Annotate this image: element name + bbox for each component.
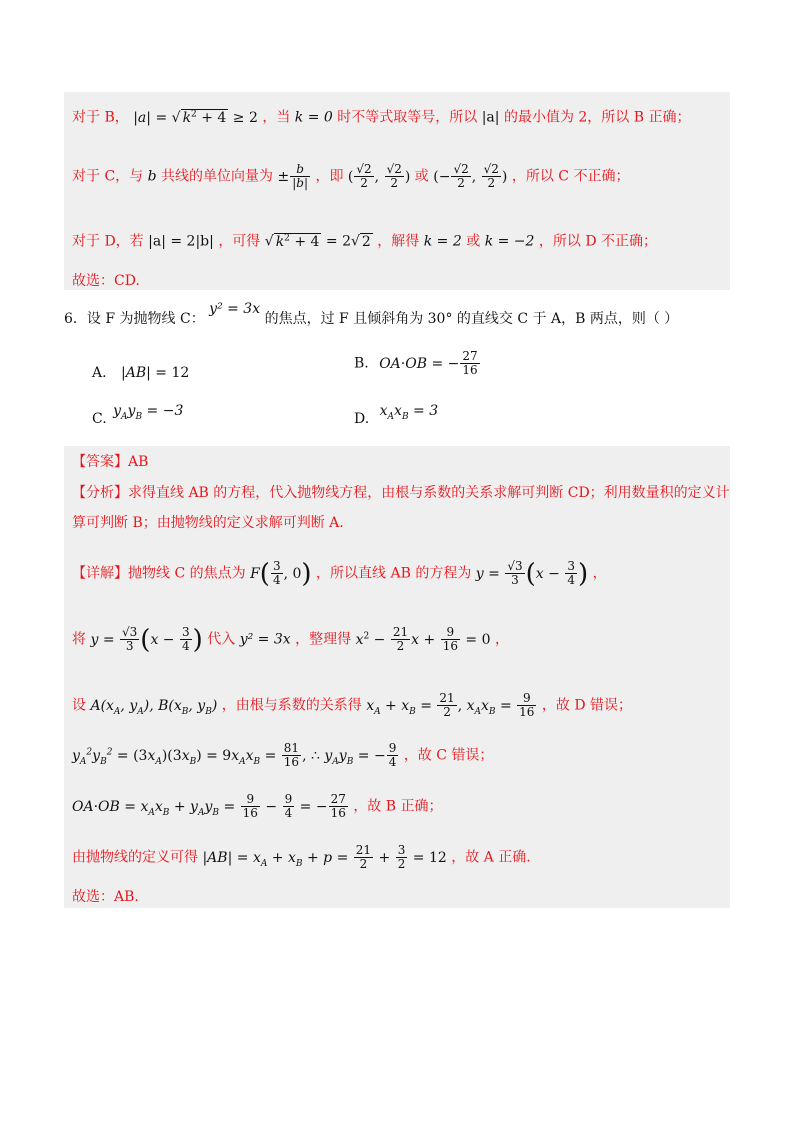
quadratic-expr: $x^2$ − $\frac{21}{2}$ x + $\frac{9}{16}$ = 0 <box>355 625 491 654</box>
analysis-line-1: 【分析】求得直线 AB 的方程，代入抛物线方程，由根与系数的关系求解可判断 CD；利用数量积的定义计 <box>72 485 730 501</box>
points-expr: $A(x_A$, $y_A$), $B(x_B$, $y_B$) <box>90 697 218 717</box>
detail-line-3: 设 $A(x_A$, $y_A$), $B(x_B$, $y_B$) ，由根与系数的关系得 $x_A + x_B$ = $\frac{21}{2}$ , $x_Ax_B$ = $\frac{9}{16}$ ，故 D 错误； <box>72 691 633 720</box>
vieta-expr: $x_A + x_B$ = $\frac{21}{2}$ , $x_Ax_B$ = $\frac{9}{16}$ <box>366 691 535 720</box>
detail-line-6: 由抛物线的定义可得 $|AB| = x_A + x_B + p$ = $\frac{21}{2}$ + $\frac{3}{2}$ = 12 ，故 A 正确. <box>72 843 531 872</box>
detail-line-5: $OA\cdot OB = x_Ax_B + y_Ay_B$ = $\frac{9}{16}$ − $\frac{9}{4}$ = − $\frac{27}{16}$ ，故 B 正确； <box>72 792 443 821</box>
sqrt-equation: √ $k^2 + 4 = 2√$ 2 <box>264 233 371 250</box>
detail-line-4: $y_A^2y_B^2 = (3x_A)(3x_B) = 9x_Ax_B$ = $\frac{81}{16}$ , ∴ $y_Ay_B$ = − $\frac{9}{4}$ ，故 C 错误； <box>72 741 494 770</box>
option-d[interactable]: D. $x_Ax_B = 3$ <box>354 403 439 427</box>
dot-expr: $OA\cdot OB = x_Ax_B + y_Ay_B$ = $\frac{9}{16}$ − $\frac{9}{4}$ = − $\frac{27}{16}$ <box>72 792 346 821</box>
line-eq-substitute: y = $\frac{√3}{3}$ (x − $\frac{3}{4}$ ) <box>90 624 203 655</box>
yprod-expr: $y_A^2y_B^2 = (3x_A)(3x_B) = 9x_Ax_B$ = $\frac{81}{16}$ , ∴ $y_Ay_B$ = − $\frac{9}{4}$ <box>72 741 397 770</box>
detail-line-1: 【详解】抛物线 C 的焦点为 F( $\frac{3}{4}$ , 0) ，所以直线 AB 的方程为 y = $\frac{√3}{3}$ (x − $\frac{3}{4}$ ) ， <box>72 558 607 589</box>
norm-a-expr: |a| = √ $k^2 + 4 \ge 2$ <box>133 109 258 126</box>
ab-expr: $|AB| = x_A + x_B + p$ = $\frac{21}{2}$ + $\frac{3}{2}$ = 12 <box>202 843 447 872</box>
option-a[interactable]: A. |AB| = 12 <box>92 365 190 381</box>
line-eq-expr: y = $\frac{√3}{3}$ (x − $\frac{3}{4}$ ) <box>475 558 589 589</box>
option-b[interactable]: B. OA·OB = − $\frac{27}{16}$ <box>354 349 478 378</box>
option-c[interactable]: C. $y_Ay_B = -3$ <box>92 403 184 427</box>
solution-line-b: 对于 B， |a| = √ $k^2 + 4 \ge 2$ ，当 k = 0 时不等式取等号，所以 |a| 的最小值为 2，所以 B 正确； <box>72 109 691 126</box>
question-6: 6．设 F 为抛物线 C： y² = 3x 的焦点，过 F 且倾斜角为 30° 的直线交 C 于 A，B 两点，则（ ） <box>64 301 679 327</box>
unit-vector-expr: ± $\frac{b}{|b|}$ <box>277 162 309 191</box>
answer-line: 【答案】AB <box>72 454 149 470</box>
solution-line-d: 对于 D，若 |a| = 2|b| ，可得 √ $k^2 + 4 = 2√$ 2 ，解得 k = 2 或 k = −2 ，所以 D 不正确； <box>72 233 658 250</box>
unit-vector-2: (− $\frac{√2}{2}$ , $\frac{√2}{2}$ ) <box>433 162 508 191</box>
focus-expr: F( $\frac{3}{4}$ , 0) <box>250 558 312 589</box>
detail-line-2: 将 y = $\frac{√3}{3}$ (x − $\frac{3}{4}$ ) 代入 y² = 3x ，整理得 $x^2$ − $\frac{21}{2}$ x + $\frac{9}{16}$ = 0 ， <box>72 624 509 655</box>
choice-1: 故选：CD. <box>72 273 140 289</box>
solution-line-c: 对于 C，与 b 共线的单位向量为 ± $\frac{b}{|b|}$ ，即 ( $\frac{√2}{2}$ , $\frac{√2}{2}$ ) 或 (− $\frac{√2}{2}$ , $\frac{√2}{2}$ ) ，所以 C 不正确； <box>72 162 630 191</box>
choice-2: 故选：AB. <box>72 889 139 905</box>
analysis-line-2: 算可判断 B；由抛物线的定义求解可判断 A. <box>72 515 344 531</box>
unit-vector-1: ( $\frac{√2}{2}$ , $\frac{√2}{2}$ ) <box>347 162 411 191</box>
